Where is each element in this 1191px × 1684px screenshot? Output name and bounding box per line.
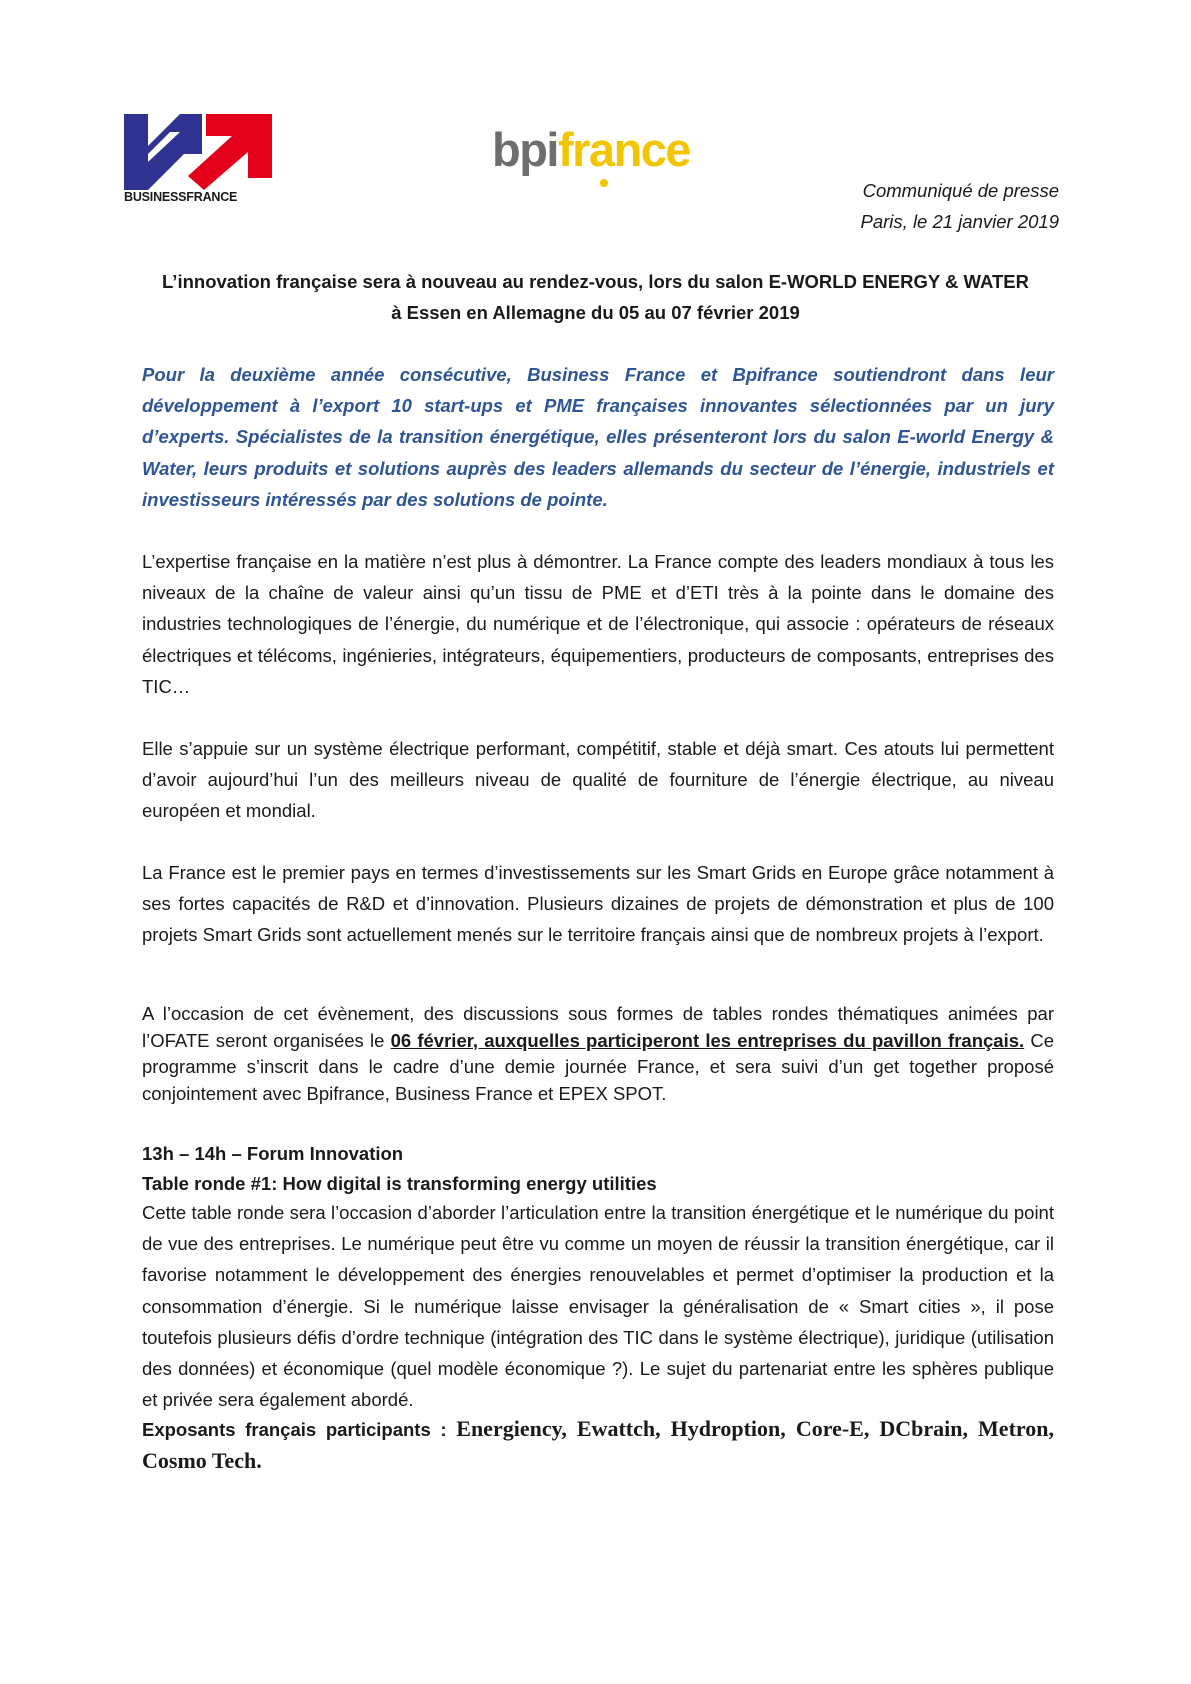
- bpifrance-logo: [492, 123, 712, 196]
- event-text-after: Ce programme s’inscrit dans le cadre d’une demie journée France, et sera suivi d’un get together proposé conjointement avec Bpifrance, Business France et EPEX SPOT.: [142, 1029, 1054, 1104]
- bpifrance-wordmark-part1: bpi: [492, 123, 558, 176]
- business-france-logo: [124, 114, 272, 206]
- bpifrance-dot-icon: [600, 179, 608, 187]
- document-type: Communiqué de presse: [862, 180, 1059, 201]
- exhibitors-line: [142, 1413, 1054, 1477]
- session-time-heading: 13h – 14h – Forum Innovation: [142, 1143, 404, 1164]
- paragraph-electric-system: Elle s’appuie sur un système électrique performant, compétitif, stable et déjà smart. Ces atouts lui permettent d’avoir aujourd’hui l’un des meilleurs niveau de qualité de fourniture de l’énergie électrique, au niveau européen et mondial.: [142, 738, 1054, 822]
- session-table-title: Table ronde #1: How digital is transforming energy utilities: [142, 1173, 657, 1194]
- paragraph-expertise: L’expertise française en la matière n’est plus à démontrer. La France compte des leaders mondiaux à tous les niveaux de la chaîne de valeur ainsi qu’un tissu de PME et d’ETI très à la pointe dans le domaine des industries technologiques de l’énergie, du numérique et de l’électronique, qui associe : opérateurs de réseaux électriques et télécoms, ingénieries, intégrateurs, équipementiers, producteurs de composants, entreprises des TIC…: [142, 551, 1054, 697]
- bpifrance-wordmark-part2: france: [557, 123, 691, 176]
- page-title: [140, 266, 1051, 328]
- title-line-1: L’innovation française sera à nouveau au rendez-vous, lors du salon E-WORLD ENERGY & WATER: [162, 271, 1029, 292]
- title-line-2: à Essen en Allemagne du 05 au 07 février 2019: [391, 302, 800, 323]
- paragraph-event: [142, 1001, 1054, 1107]
- lead-paragraph: Pour la deuxième année consécutive, Business France et Bpifrance soutiendront dans leur développement à l’export 10 start-ups et PME françaises innovantes sélectionnées par un jury d’experts. Spécialistes de la transition énergétique, elles présenteront lors du salon E-world Energy & Water, leurs produits et solutions auprès des leaders allemands du secteur de l’énergie, industriels et investisseurs intéressés par des solutions de pointe.: [142, 364, 1054, 510]
- event-text-before: A l’occasion de cet évènement, des discussions sous formes de tables rondes thématiques animées par l’OFATE seront organisées le: [142, 1003, 1054, 1051]
- exhibitors-names: Energiency, Ewattch, Hydroption, Core-E, DCbrain, Metron, Cosmo Tech.: [142, 1416, 1055, 1473]
- event-date-emphasis: 06 février, auxquelles participeront les entreprises du pavillon français.: [390, 1029, 1025, 1051]
- place-date: Paris, le 21 janvier 2019: [860, 211, 1059, 232]
- paragraph-smart-grids: La France est le premier pays en termes d’investissements sur les Smart Grids en Europe grâce notamment à ses fortes capacités de R&D et d’innovation. Plusieurs dizaines de projets de démonstration et plus de 100 projets Smart Grids sont actuellement menés sur le territoire français ainsi que de nombreux projets à l’export.: [142, 862, 1054, 946]
- press-meta: [861, 175, 1059, 237]
- session-description: Cette table ronde sera l’occasion d’aborder l’articulation entre la transition énergétique et le numérique du point de vue des entreprises. Le numérique peut être vu comme un moyen de réussir la transition énergétique, car il favorise notamment le développement des énergies renouvelables et permet d’optimiser la production et la consommation d’énergie. Si le numérique laisse envisager la généralisation de « Smart cities », il pose toutefois plusieurs défis d’ordre technique (intégration des TIC dans le système électrique), juridique (utilisation des données) et économique (quel modèle économique ?). Le sujet du partenariat entre les sphères publique et privée sera également abordé.: [142, 1202, 1054, 1411]
- business-france-mark-icon: [124, 114, 272, 190]
- exhibitors-label: Exposants français participants :: [142, 1419, 447, 1440]
- business-france-wordmark: BUSINESSFRANCE: [124, 190, 238, 204]
- bpifrance-wordmark: [492, 123, 691, 176]
